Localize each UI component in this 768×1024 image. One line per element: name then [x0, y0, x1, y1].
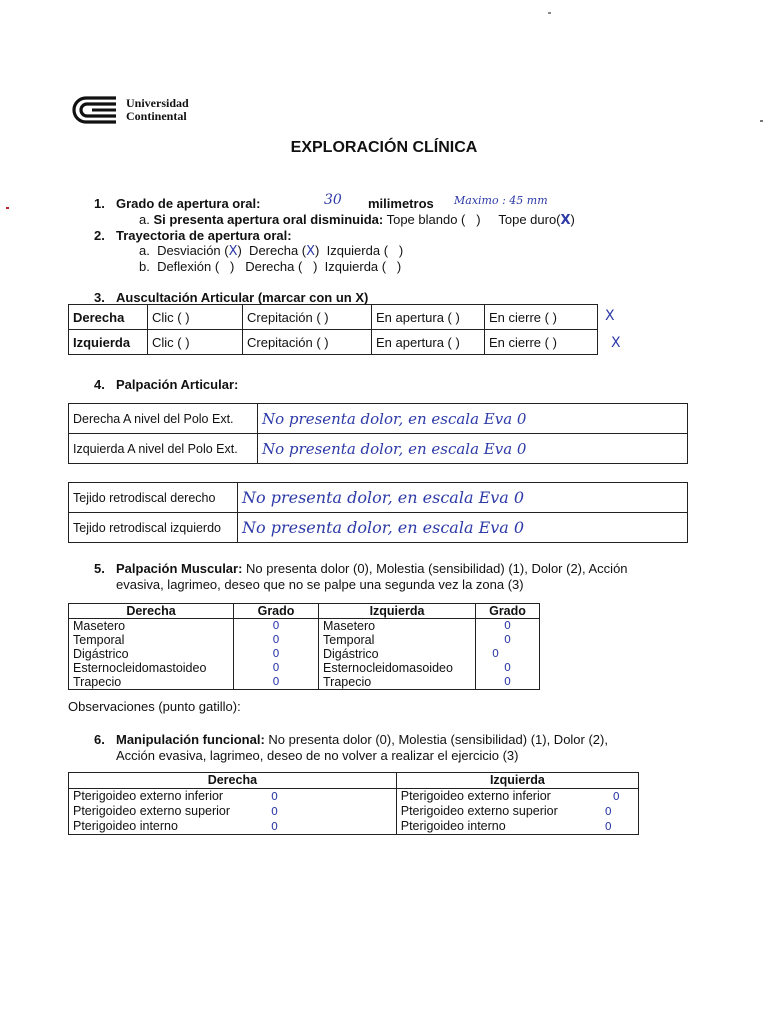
section2-a-text3: ) Izquierda ( ): [315, 243, 404, 258]
section5-label: Palpación Muscular:: [116, 561, 243, 576]
table-cell: Temporal: [69, 633, 234, 647]
scan-speck: [548, 12, 551, 14]
table-row: [69, 661, 540, 675]
section5-text1: No presenta dolor (0), Molestia (sensibilidad) (1), Dolor (2), Acción: [246, 561, 628, 576]
table-cell: En cierre ( ): [485, 305, 598, 330]
table-cell: Derecha: [69, 305, 148, 330]
column-header: Grado: [234, 604, 319, 619]
table-row: [69, 330, 598, 355]
functional-manipulation-table: [68, 772, 639, 835]
grade-mark: 0: [476, 675, 540, 690]
section1-sub-a: [139, 212, 575, 228]
table-cell: Pterigoideo externo inferior: [396, 789, 601, 805]
section3-label: Auscultación Articular (marcar con un X): [116, 290, 369, 305]
grade-mark: 0: [267, 789, 396, 805]
table-cell: Pterigoideo interno: [69, 819, 268, 835]
muscle-palpation-table: [68, 603, 540, 690]
table-row: [69, 483, 688, 513]
palpation-table-polo: [68, 403, 688, 464]
table-cell: Tejido retrodiscal derecho: [69, 483, 238, 513]
section2-number: 2.: [94, 228, 105, 243]
column-header: Derecha: [69, 773, 397, 789]
section3-mark-derecha: X: [605, 308, 615, 324]
grade-mark: 0: [234, 661, 319, 675]
table-row: [69, 619, 540, 634]
table-cell: Crepitación ( ): [243, 305, 372, 330]
section5-line2: evasiva, lagrimeo, deseo que no se palpe una segunda vez la zona (3): [116, 577, 524, 592]
grade-mark: 0: [476, 619, 540, 634]
section2-a-text2: ) Derecha (: [237, 243, 307, 258]
column-header: Izquierda: [319, 604, 476, 619]
page-title: EXPLORACIÓN CLÍNICA: [290, 139, 478, 156]
table-row: [69, 675, 540, 690]
section1-sub-a-letter: a.: [139, 212, 150, 227]
auscultation-table: [68, 304, 598, 355]
grade-mark: 0: [476, 661, 540, 675]
section6-text1: No presenta dolor (0), Molestia (sensibilidad) (1), Dolor (2),: [268, 732, 608, 747]
section6-label: Manipulación funcional:: [116, 732, 265, 747]
table-row: [69, 513, 688, 543]
table-cell: Temporal: [319, 633, 476, 647]
column-header: Grado: [476, 604, 540, 619]
handwritten-answer: No presenta dolor, en escala Eva 0: [258, 404, 688, 434]
table-cell: Izquierda: [69, 330, 148, 355]
university-name-line2: Continental: [126, 109, 187, 123]
section6-number: 6.: [94, 732, 105, 747]
table-cell: Crepitación ( ): [243, 330, 372, 355]
table-cell: Derecha A nivel del Polo Ext.: [69, 404, 258, 434]
column-header: Derecha: [69, 604, 234, 619]
grade-mark: 0: [476, 633, 540, 647]
grade-mark: 0: [267, 819, 396, 835]
scan-speck: [760, 120, 763, 122]
handwritten-answer: No presenta dolor, en escala Eva 0: [258, 434, 688, 464]
handwritten-answer: No presenta dolor, en escala Eva 0: [238, 513, 688, 543]
table-cell: Esternocleidomastoideo: [69, 661, 234, 675]
table-cell: Clic ( ): [148, 305, 243, 330]
scan-speck: [6, 207, 9, 209]
section2-a-text1: a. Desviación (: [139, 243, 229, 258]
section6-line2: Acción evasiva, lagrimeo, deseo de no volver a realizar el ejercicio (3): [116, 748, 519, 763]
table-cell: Pterigoideo externo superior: [396, 804, 601, 819]
table-cell: Clic ( ): [148, 330, 243, 355]
table-cell: Izquierda A nivel del Polo Ext.: [69, 434, 258, 464]
table-cell: Trapecio: [69, 675, 234, 690]
section2-line-a: [139, 243, 403, 259]
table-cell: Digástrico: [69, 647, 234, 661]
section1-label: Grado de apertura oral:: [116, 196, 261, 211]
section1-sub-a-options: Tope blando ( ) Tope duro(: [386, 212, 561, 227]
observations-label: Observaciones (punto gatillo):: [68, 699, 241, 714]
section3-mark-izquierda: X: [611, 335, 621, 351]
section1-unit: milimetros: [368, 196, 434, 211]
grade-mark: 0: [267, 804, 396, 819]
table-cell: Pterigoideo externo inferior: [69, 789, 268, 805]
section2-mark-desviacion: X: [228, 244, 238, 259]
university-name: [126, 97, 189, 123]
table-cell: En apertura ( ): [372, 330, 485, 355]
section1-sub-a-label: Si presenta apertura oral disminuida:: [153, 212, 384, 227]
section4-number: 4.: [94, 377, 105, 392]
section2-label: Trayectoria de apertura oral:: [116, 228, 292, 243]
university-logo-icon: [68, 94, 120, 126]
section1-note: Maximo : 45 mm: [454, 194, 548, 207]
section1-number: 1.: [94, 196, 105, 211]
table-cell: Digástrico: [319, 647, 476, 661]
table-row: [69, 404, 688, 434]
grade-mark: 0: [234, 675, 319, 690]
handwritten-answer: No presenta dolor, en escala Eva 0: [238, 483, 688, 513]
table-row: [69, 647, 540, 661]
table-cell: En apertura ( ): [372, 305, 485, 330]
table-cell: Masetero: [69, 619, 234, 634]
table-row: [69, 434, 688, 464]
table-row: [69, 789, 639, 805]
section5-number: 5.: [94, 561, 105, 576]
grade-mark: 0: [601, 789, 639, 805]
section5-line1: [116, 561, 628, 576]
table-row: [69, 804, 639, 819]
table-cell: Esternocleidomasoideo: [319, 661, 476, 675]
table-row: [69, 819, 639, 835]
table-cell: Masetero: [319, 619, 476, 634]
table-cell: En cierre ( ): [485, 330, 598, 355]
table-cell: Pterigoideo interno: [396, 819, 601, 835]
column-header: Izquierda: [396, 773, 638, 789]
section1-sub-a-close: ): [570, 212, 575, 227]
section1-mark: X: [560, 213, 571, 228]
table-row: [69, 633, 540, 647]
section4-label: Palpación Articular:: [116, 377, 239, 392]
grade-mark: 0: [234, 647, 319, 661]
grade-mark: 0: [234, 619, 319, 634]
table-header-row: [69, 604, 540, 619]
table-cell: Tejido retrodiscal izquierdo: [69, 513, 238, 543]
section6-line1: [116, 732, 608, 747]
grade-mark: 0: [601, 804, 639, 819]
grade-mark: 0: [601, 819, 639, 835]
section2-mark-derecha: X: [306, 244, 316, 259]
section1-value: 30: [324, 192, 342, 208]
grade-mark: 0: [234, 633, 319, 647]
table-cell: Pterigoideo externo superior: [69, 804, 268, 819]
university-name-line1: Universidad: [126, 96, 189, 110]
grade-mark: 0: [476, 647, 540, 661]
table-row: [69, 305, 598, 330]
section2-line-b: b. Deflexión ( ) Derecha ( ) Izquierda ( ): [139, 259, 402, 274]
table-header-row: [69, 773, 639, 789]
table-cell: Trapecio: [319, 675, 476, 690]
section3-number: 3.: [94, 290, 105, 305]
palpation-table-retrodiscal: [68, 482, 688, 543]
